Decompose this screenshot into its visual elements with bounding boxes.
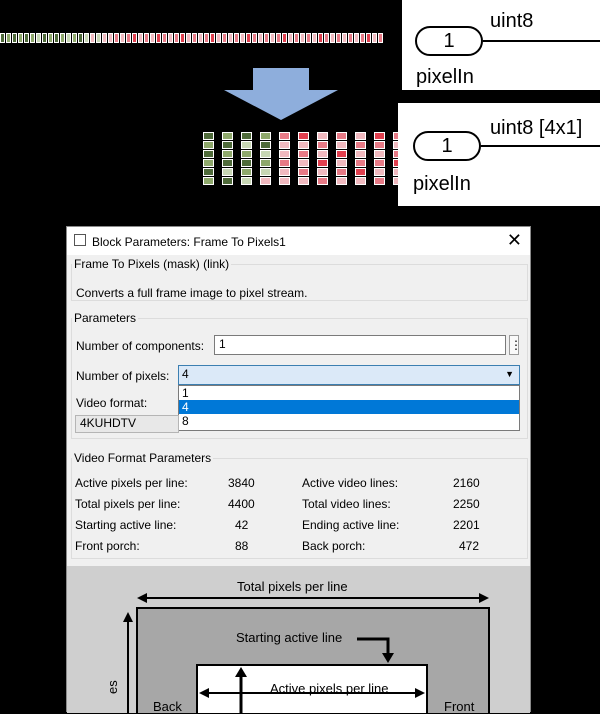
pixel-cell (330, 33, 335, 43)
pixel-cell (260, 141, 271, 149)
pixel-cell (366, 33, 371, 43)
signal-type: uint8 [4x1] (490, 117, 583, 139)
pixel-cell (252, 33, 257, 43)
chevron-down-icon: ▼ (505, 369, 514, 379)
pixel-cell (336, 168, 347, 176)
pixel-cell (222, 33, 227, 43)
pixel-cell (180, 33, 185, 43)
components-input[interactable]: 1 (214, 335, 506, 355)
pixel-cell (60, 33, 65, 43)
pixel-cell (240, 33, 245, 43)
starting-active-label: Starting active line: (75, 518, 177, 532)
pixel-cell (144, 33, 149, 43)
pixel-cell (36, 33, 41, 43)
pixel-cell (156, 33, 161, 43)
pixel-cell (324, 33, 329, 43)
pixel-cell (298, 141, 309, 149)
dialog-title: Block Parameters: Frame To Pixels1 (92, 235, 286, 249)
pixel-cell (48, 33, 53, 43)
pixel-cell (298, 132, 309, 140)
pixel-cell (336, 177, 347, 185)
pixel-cell (317, 159, 328, 167)
pixel-cell (241, 150, 252, 158)
pixel-cell (374, 159, 385, 167)
pixel-cell (30, 33, 35, 43)
pixel-cell (132, 33, 137, 43)
description-text: Converts a full frame image to pixel stream. (76, 286, 308, 300)
active-lines-value: 2160 (453, 476, 480, 490)
signal-line (481, 145, 600, 147)
front-porch-value: 88 (235, 539, 249, 553)
pixel-cell (355, 168, 366, 176)
pixel-cell (24, 33, 29, 43)
pixel-column (374, 132, 385, 185)
vertical-caption-fragment: es (105, 680, 120, 694)
parameters-header: Parameters (74, 311, 137, 325)
pixel-cell (260, 168, 271, 176)
pixel-cell (348, 33, 353, 43)
ending-active-label: Ending active line: (302, 518, 400, 532)
pixel-cell (355, 141, 366, 149)
pixel-cell (90, 33, 95, 43)
pixel-cell (203, 177, 214, 185)
pixel-cell (72, 33, 77, 43)
pixel-cell (342, 33, 347, 43)
pixel-cell (298, 177, 309, 185)
pixel-cell (355, 150, 366, 158)
pixel-cell (222, 177, 233, 185)
active-lines-label: Active video lines: (302, 476, 399, 490)
pixel-cell (306, 33, 311, 43)
video-format-select[interactable]: 4KUHDTV (75, 415, 179, 433)
pixels-option-1[interactable]: 1 (182, 386, 189, 400)
pixel-cell (6, 33, 11, 43)
pixel-cell (336, 150, 347, 158)
video-timing-diagram (67, 566, 530, 713)
pixel-cell (264, 33, 269, 43)
parallel-pixel-columns (203, 132, 423, 185)
pixel-cell (355, 159, 366, 167)
pixel-cell (162, 33, 167, 43)
pixel-cell (216, 33, 221, 43)
back-porch-value: 472 (459, 539, 480, 553)
pixel-cell (336, 141, 347, 149)
pixel-cell (222, 168, 233, 176)
title-bar (67, 227, 530, 255)
ending-active-value: 2201 (453, 518, 480, 532)
down-arrow-icon (224, 68, 338, 120)
pixel-cell (198, 33, 203, 43)
mask-description-group (71, 257, 528, 301)
mask-header: Frame To Pixels (mask) (link) (74, 257, 230, 271)
signal-line (483, 40, 600, 42)
pixel-cell (355, 177, 366, 185)
pixel-cell (246, 33, 251, 43)
pixel-column (203, 132, 214, 185)
pixel-column (317, 132, 328, 185)
pixel-cell (374, 150, 385, 158)
pixel-cell (374, 177, 385, 185)
pixel-cell (84, 33, 89, 43)
pixel-cell (222, 159, 233, 167)
total-pixels-label: Total pixels per line: (75, 497, 181, 511)
pixel-cell (298, 159, 309, 167)
pixel-cell (241, 159, 252, 167)
pixel-cell (354, 33, 359, 43)
pixels-label: Number of pixels: (76, 369, 170, 383)
inport-block-top[interactable] (402, 0, 600, 90)
pixel-cell (96, 33, 101, 43)
pixel-cell (108, 33, 113, 43)
pixel-cell (300, 33, 305, 43)
pixel-cell (42, 33, 47, 43)
pixel-cell (18, 33, 23, 43)
pixel-cell (279, 177, 290, 185)
pixel-cell (317, 141, 328, 149)
pixel-cell (276, 33, 281, 43)
pixel-cell (66, 33, 71, 43)
pixel-cell (204, 33, 209, 43)
pixel-cell (336, 132, 347, 140)
more-options-button[interactable]: ⋮ (509, 335, 519, 355)
pixel-cell (228, 33, 233, 43)
pixels-option-4[interactable]: 4 (179, 400, 519, 414)
pixel-cell (298, 150, 309, 158)
pixel-cell (241, 132, 252, 140)
pixel-column (336, 132, 347, 185)
pixel-cell (270, 33, 275, 43)
back-porch-caption: Back (153, 699, 182, 714)
pixel-cell (336, 159, 347, 167)
pixel-cell (0, 33, 5, 43)
pixel-cell (355, 132, 366, 140)
signal-type: uint8 (490, 10, 534, 32)
pixel-cell (186, 33, 191, 43)
pixel-cell (192, 33, 197, 43)
pixels-selected-value: 4 (182, 367, 189, 381)
pixel-cell (282, 33, 287, 43)
active-pixels-label: Active pixels per line: (75, 476, 188, 490)
pixel-cell (203, 159, 214, 167)
pixel-column (279, 132, 290, 185)
port-number: 1 (413, 131, 481, 161)
simulink-icon (74, 234, 86, 246)
pixels-select[interactable] (178, 365, 520, 385)
pixel-cell (288, 33, 293, 43)
pixel-column (298, 132, 309, 185)
back-porch-label: Back porch: (302, 539, 366, 553)
pixel-cell (138, 33, 143, 43)
pixel-cell (234, 33, 239, 43)
pixel-cell (126, 33, 131, 43)
components-label: Number of components: (76, 339, 205, 353)
total-pixels-caption: Total pixels per line (237, 579, 348, 594)
pixel-cell (294, 33, 299, 43)
pixels-option-8[interactable]: 8 (182, 414, 189, 428)
front-porch-caption: Front (444, 699, 475, 714)
pixel-cell (12, 33, 17, 43)
port-number: 1 (415, 26, 483, 56)
pixel-column (222, 132, 233, 185)
pixel-cell (241, 168, 252, 176)
pixel-cell (114, 33, 119, 43)
pixel-cell (317, 168, 328, 176)
pixel-cell (241, 141, 252, 149)
pixel-cell (336, 33, 341, 43)
pixel-cell (317, 150, 328, 158)
pixel-cell (258, 33, 263, 43)
pixel-cell (317, 132, 328, 140)
block-parameters-dialog (66, 226, 531, 712)
pixel-cell (312, 33, 317, 43)
pixel-cell (360, 33, 365, 43)
pixel-cell (374, 132, 385, 140)
pixel-cell (378, 33, 383, 43)
pixel-cell (120, 33, 125, 43)
total-pixels-value: 4400 (228, 497, 255, 511)
pixel-cell (222, 132, 233, 140)
pixel-cell (168, 33, 173, 43)
port-name: pixelIn (416, 66, 474, 88)
pixel-cell (372, 33, 377, 43)
total-lines-label: Total video lines: (302, 497, 391, 511)
close-button[interactable]: ✕ (506, 230, 522, 250)
pixels-dropdown-list (178, 385, 520, 431)
inport-block-bottom[interactable] (398, 103, 600, 206)
pixel-cell (203, 168, 214, 176)
pixel-cell (210, 33, 215, 43)
pixel-cell (260, 150, 271, 158)
pixel-cell (203, 141, 214, 149)
pixel-cell (203, 132, 214, 140)
pixel-cell (279, 141, 290, 149)
pixel-cell (279, 132, 290, 140)
pixel-column (355, 132, 366, 185)
vfp-header: Video Format Parameters (74, 451, 212, 465)
starting-active-value: 42 (235, 518, 249, 532)
active-pixels-caption: Active pixels per line (270, 681, 389, 696)
pixel-cell (317, 177, 328, 185)
pixel-cell (241, 177, 252, 185)
pixel-cell (102, 33, 107, 43)
pixel-column (260, 132, 271, 185)
pixel-cell (260, 177, 271, 185)
pixel-cell (203, 150, 214, 158)
pixel-cell (279, 168, 290, 176)
video-format-label: Video format: (76, 396, 148, 410)
pixel-cell (150, 33, 155, 43)
pixel-cell (260, 159, 271, 167)
serial-pixel-strip (0, 33, 383, 43)
pixel-cell (78, 33, 83, 43)
starting-active-caption: Starting active line (236, 630, 343, 645)
pixel-cell (374, 168, 385, 176)
pixel-column (241, 132, 252, 185)
front-porch-label: Front porch: (75, 539, 140, 553)
pixel-cell (318, 33, 323, 43)
pixel-cell (279, 150, 290, 158)
pixel-cell (174, 33, 179, 43)
pixel-cell (222, 141, 233, 149)
pixel-cell (260, 132, 271, 140)
pixel-cell (298, 168, 309, 176)
active-pixels-value: 3840 (228, 476, 255, 490)
pixel-cell (279, 159, 290, 167)
pixel-cell (222, 150, 233, 158)
total-lines-value: 2250 (453, 497, 480, 511)
pixel-cell (374, 141, 385, 149)
pixel-cell (54, 33, 59, 43)
port-name: pixelIn (413, 173, 471, 195)
